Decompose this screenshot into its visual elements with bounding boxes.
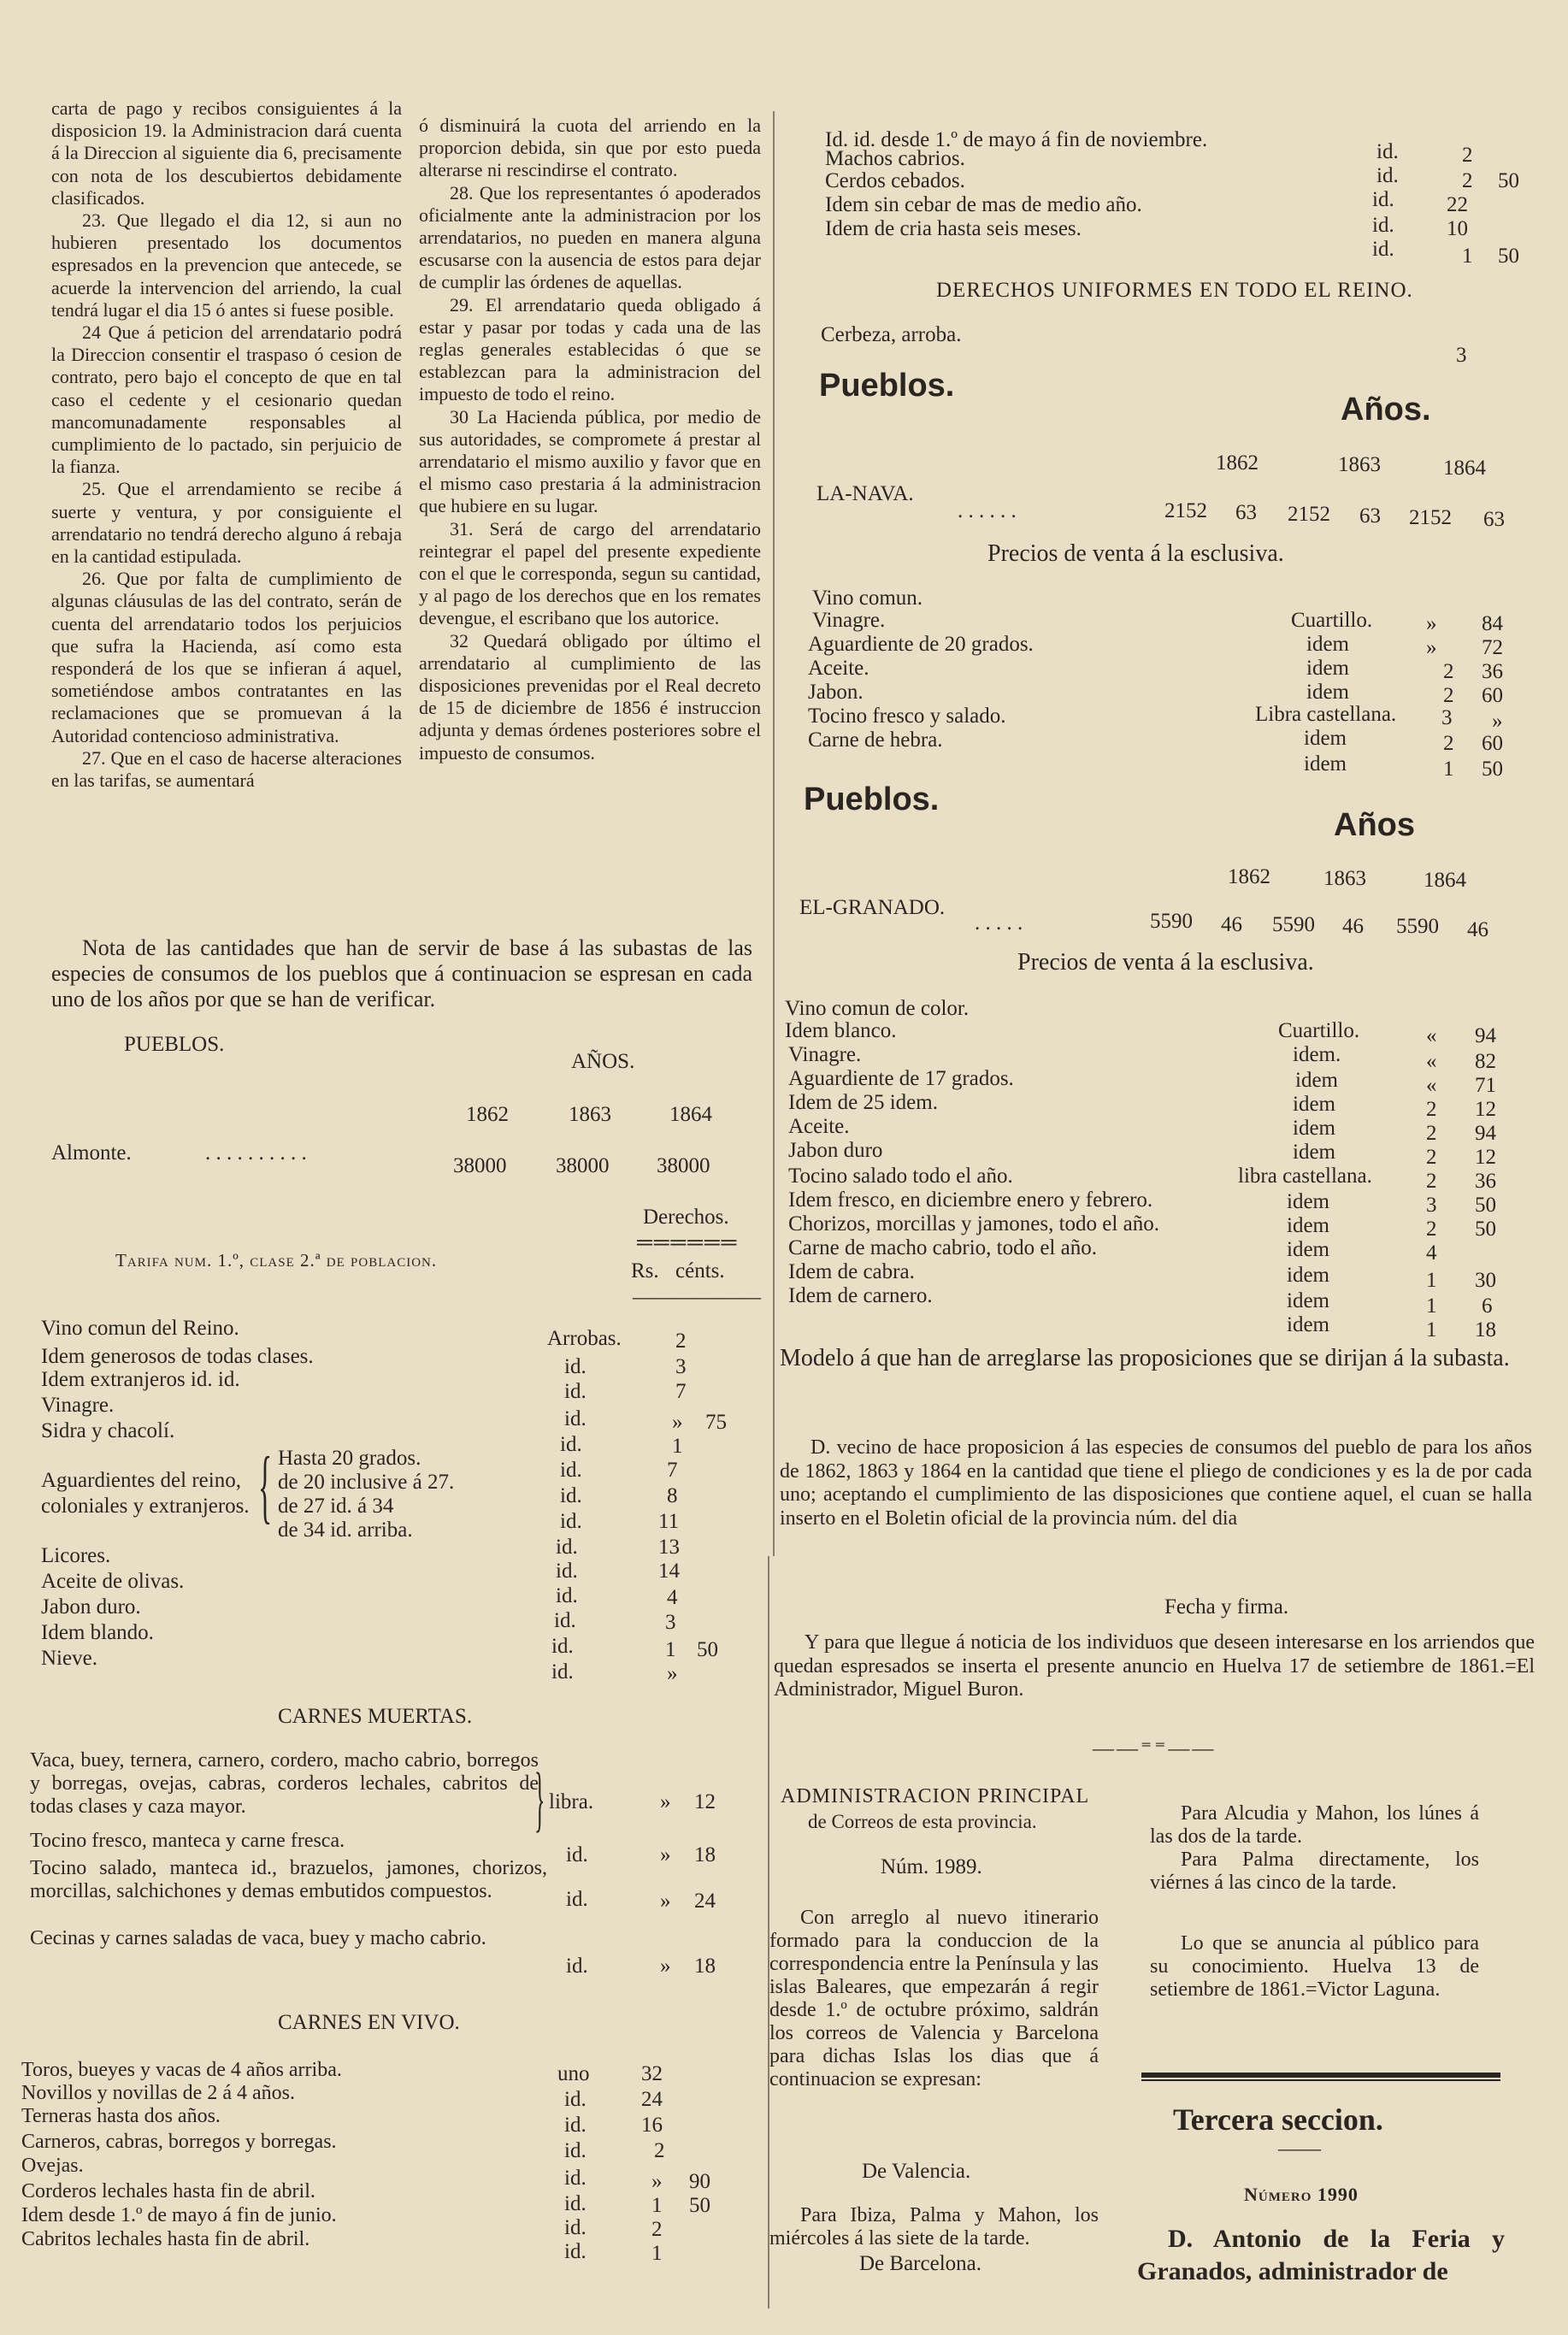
price-cents: 94 xyxy=(1475,1024,1496,1047)
price-unit: idem xyxy=(1287,1313,1329,1336)
short-rule: —— xyxy=(1278,2137,1321,2161)
price-rs: « xyxy=(1426,1050,1437,1073)
carnes-cents: 12 xyxy=(694,1790,716,1813)
tercera-title: Tercera seccion. xyxy=(1173,2102,1383,2137)
price-rs: 2 xyxy=(1426,1146,1437,1169)
price-rs: 3 xyxy=(1441,706,1453,729)
price-label: Jabon. xyxy=(808,681,864,704)
price-unit: idem xyxy=(1306,633,1349,656)
price-rs: 1 xyxy=(1426,1294,1437,1318)
c3-cents: 50 xyxy=(1498,245,1519,268)
price-label: Aguardiente de 17 grados. xyxy=(788,1067,1014,1090)
year: 1863 xyxy=(1338,453,1381,476)
c3-unit: id. xyxy=(1372,214,1394,237)
tarifa-unit: id. xyxy=(556,1536,578,1559)
dot-leader: . . . . . xyxy=(975,911,1023,935)
tarifa-rs: 3 xyxy=(675,1355,687,1378)
c3-rs: 2 xyxy=(1462,169,1473,192)
value-cents: 63 xyxy=(1359,504,1381,528)
price-cents: 71 xyxy=(1475,1074,1496,1097)
vivo-cents: 50 xyxy=(689,2194,710,2217)
carnes-row: Tocino salado, manteca id., brazuelos, jamones, chorizos, morcillas, salchichones y demas embutidos compuestos. xyxy=(30,1857,547,1902)
year: 1864 xyxy=(1443,457,1486,480)
price-unit: idem xyxy=(1287,1289,1329,1312)
price-unit: idem xyxy=(1287,1264,1329,1287)
vivo-unit: id. xyxy=(564,2167,587,2190)
value: 38000 xyxy=(453,1154,507,1177)
carnes-unit: libra. xyxy=(549,1790,594,1813)
price-unit: idem xyxy=(1287,1190,1329,1213)
carnes-unit: id. xyxy=(566,1843,588,1866)
price-cents: 18 xyxy=(1475,1318,1496,1341)
vivo-rs: 2 xyxy=(654,2139,665,2162)
price-label: Idem blanco. xyxy=(785,1019,897,1042)
value-cents: 46 xyxy=(1467,918,1488,941)
vivo-label: Cabritos lechales hasta fin de abril. xyxy=(21,2228,310,2250)
carnes-row: Cecinas y carnes saladas de vaca, buey y macho cabrio. xyxy=(30,1927,486,1949)
price-label: Carne de macho cabrio, todo el año. xyxy=(788,1236,1097,1259)
c3-unit: id. xyxy=(1376,164,1399,187)
price-unit: idem xyxy=(1306,657,1349,680)
price-cents: 50 xyxy=(1482,758,1503,781)
tarifa-label: Idem extranjeros id. id. xyxy=(41,1368,240,1391)
tarifa-unit: id. xyxy=(551,1635,574,1658)
c3-rs: 22 xyxy=(1447,193,1468,216)
year: 1862 xyxy=(1228,865,1270,888)
tarifa-label: Vinagre. xyxy=(41,1394,115,1417)
paragraph: 29. El arrendatario queda obligado á estar y pasar por todas y cada una de las reglas generales establecidas ó que se establezcan para la administracion del impuesto de todo el reino. xyxy=(419,293,761,405)
tarifa-title: Tarifa num. 1.º, clase 2.ª de poblacion. xyxy=(115,1250,438,1271)
price-unit: idem xyxy=(1287,1214,1329,1237)
de-barcelona: De Barcelona. xyxy=(859,2252,981,2275)
carnes-row: Vaca, buey, ternera, carnero, cordero, macho cabrio, borregos y borregas, ovejas, cabras, corderos lechales, cabritos de todas clases y caza mayor. xyxy=(30,1749,539,1818)
c3-label: Idem de cria hasta seis meses. xyxy=(825,217,1082,240)
value-cents: 63 xyxy=(1483,508,1505,531)
tarifa-label: Aceite de olivas. xyxy=(41,1570,185,1593)
price-label: Tocino fresco y salado. xyxy=(808,705,1006,728)
price-unit: Libra castellana. xyxy=(1255,703,1397,726)
tercera-number: Número 1990 xyxy=(1244,2184,1359,2205)
price-rs: 2 xyxy=(1426,1122,1437,1145)
tarifa-cents: 75 xyxy=(705,1411,727,1434)
price-unit: idem xyxy=(1306,681,1349,704)
price-cents: 94 xyxy=(1475,1122,1496,1145)
precios-title: Precios de venta á la esclusiva. xyxy=(987,540,1284,567)
price-unit: idem xyxy=(1293,1117,1335,1140)
paragraph: 28. Que los representantes ó apoderados oficialmente ante la administracion por los arrendatarios, no pueden en manera alguna escusarse con la ausencia de estos para dejar de cumplir las órdenes de aquellas. xyxy=(419,181,761,293)
aguard-label: coloniales y extranjeros. xyxy=(41,1495,250,1518)
tarifa-rs: 7 xyxy=(675,1380,687,1403)
year: 1862 xyxy=(1216,451,1259,475)
paragraph: ó disminuirá la cuota del arriendo en la proporcion debida, sin que por esto pueda alterarse ni rescindirse el contrato. xyxy=(419,115,761,181)
price-cents: 36 xyxy=(1475,1170,1496,1193)
town-name: EL-GRANADO. xyxy=(799,896,946,919)
modelo-body: D. vecino de hace proposicion á las especies de consumos del pueblo de para los años de 1862, 1863 y 1864 en la cantidad que tiene el pliego de condiciones y es la de por cada uno; aceptando el cumplimiento de las disposiciones que contiene aquel, el cuan se halla inserto en el Boletin oficial de la provincia núm. del dia xyxy=(780,1436,1532,1530)
carnes-rs: » xyxy=(660,1955,671,1978)
price-unit: idem xyxy=(1287,1238,1329,1261)
carnes-rs: » xyxy=(660,1843,671,1866)
column-1-text xyxy=(51,97,402,792)
tarifa-unit: id. xyxy=(560,1510,582,1533)
paragraph: 23. Que llegado el dia 12, si aun no hubieren presentado los documentos espresados en la prevencion que antecede, se acuerde la intervencion del arriendo, la cual tendrá lugar el dia 15 ó antes si fuese posible. xyxy=(51,209,402,321)
anuncio-text: Lo que se anuncia al público para su conocimiento. Huelva 13 de setiembre de 1861.=Victor Laguna. xyxy=(1150,1932,1479,2001)
price-label: Aceite. xyxy=(808,657,869,680)
price-label: Vino comun. xyxy=(812,587,923,610)
tarifa-unit: Arrobas. xyxy=(547,1327,622,1350)
tarifa-unit: id. xyxy=(564,1355,587,1378)
c3-cents: 50 xyxy=(1498,169,1519,192)
paragraph: 26. Que por falta de cumplimiento de algunas cláusulas de las del contrato, serán de cuenta del arrendatario todos los perjuicios que sufra la Hacienda, así como esta responderá de los que se infieran á aquel, sometiéndose ambos contratantes en las reclamaciones que se promuevan á la Autoridad contencioso administrativa. xyxy=(51,568,402,746)
vivo-label: Corderos lechales hasta fin de abril. xyxy=(21,2180,315,2202)
anos-header: Años xyxy=(1334,807,1415,843)
price-unit: Cuartillo. xyxy=(1291,609,1373,632)
c3-rs: 2 xyxy=(1462,144,1473,167)
price-cents: 12 xyxy=(1475,1146,1496,1169)
brace: } xyxy=(534,1757,545,1839)
aguard-sub: de 20 inclusive á 27. xyxy=(278,1471,455,1494)
value: 2152 xyxy=(1164,499,1207,522)
vivo-rs: 1 xyxy=(651,2194,663,2217)
heavy-rule xyxy=(1141,2073,1500,2078)
tarifa-rs: » xyxy=(667,1662,678,1685)
price-rs: 2 xyxy=(1426,1218,1437,1241)
vivo-label: Terneras hasta dos años. xyxy=(21,2105,221,2127)
tarifa-unit: id. xyxy=(564,1380,587,1403)
fecha-firma: Fecha y firma. xyxy=(1164,1595,1289,1619)
tarifa-rs: 7 xyxy=(667,1459,678,1482)
carnes-row: Tocino fresco, manteca y carne fresca. xyxy=(30,1830,345,1852)
carnes-cents: 18 xyxy=(694,1955,716,1978)
aguard-sub: Hasta 20 grados. xyxy=(278,1447,421,1470)
vivo-label: Idem desde 1.º de mayo á fin de junio. xyxy=(21,2204,337,2226)
price-rs: 2 xyxy=(1443,660,1454,683)
tarifa-label: Idem generosos de todas clases. xyxy=(41,1345,314,1368)
anos-header: Años. xyxy=(1341,392,1431,427)
correos-title: ADMINISTRACION PRINCIPAL xyxy=(781,1785,1090,1807)
tarifa-unit: id. xyxy=(556,1560,578,1583)
carnes-unit: id. xyxy=(566,1888,588,1911)
price-rs: 2 xyxy=(1443,732,1454,755)
rs-header: Rs. xyxy=(631,1259,659,1282)
tarifa-rs: 14 xyxy=(658,1560,680,1583)
carnes-cents: 18 xyxy=(694,1843,716,1866)
carnes-rs: » xyxy=(660,1790,671,1813)
paragraph: 32 Quedará obligado por último el arrendatario al cumplimiento de las disposiciones prevenidas por el Real decreto de 15 de diciembre de 1856 é instruccion adjunta y demas órdenes posteriores sobre el impuesto de consumos. xyxy=(419,629,761,764)
price-rs: 1 xyxy=(1443,758,1454,781)
vivo-rs: 16 xyxy=(641,2114,663,2137)
vivo-unit: uno xyxy=(557,2062,590,2085)
c3-unit: id. xyxy=(1376,140,1399,163)
tarifa-label: Jabon duro. xyxy=(41,1595,141,1619)
brace: { xyxy=(258,1440,273,1531)
vivo-rs: 2 xyxy=(651,2218,663,2241)
tarifa-label: Idem blando. xyxy=(41,1621,154,1644)
paragraph: carta de pago y recibos consiguientes á la disposicion 19. la Administracion dará cuenta á la Direccion al siguiente dia 6, precisamente con nota de los descubiertos debidamente clasificados. xyxy=(51,97,402,209)
vivo-unit: id. xyxy=(564,2216,587,2239)
value: 2152 xyxy=(1409,506,1452,529)
aguard-label: Aguardientes del reino, xyxy=(41,1469,241,1492)
value-cents: 46 xyxy=(1221,913,1242,936)
price-unit: idem xyxy=(1304,727,1347,750)
price-label: Idem de cabra. xyxy=(788,1260,915,1283)
modelo-final: Y para que llegue á noticia de los individuos que deseen interesarse en los arriendos que quedan espresados se inserta el presente anuncio en Huelva 17 de setiembre de 1861.=El Administrador, Miguel Buron. xyxy=(774,1631,1535,1701)
price-unit: idem xyxy=(1295,1069,1338,1092)
price-label: Tocino salado todo el año. xyxy=(788,1165,1013,1188)
tarifa-rs: 1 xyxy=(672,1435,683,1458)
price-unit: idem xyxy=(1304,752,1347,775)
c3-label: Id. id. desde 1.º de mayo á fin de noviembre. xyxy=(825,128,1208,151)
aguard-sub: de 27 id. á 34 xyxy=(278,1495,394,1518)
pueblos-header: PUEBLOS. xyxy=(124,1033,225,1056)
paragraph: 27. Que en el caso de hacerse alteraciones en las tarifas, se aumentará xyxy=(51,746,402,792)
price-label: Vinagre. xyxy=(788,1043,862,1066)
modelo-title: Modelo á que han de arreglarse las proposiciones que se dirijan á la subasta. xyxy=(780,1345,1510,1371)
price-rs: 4 xyxy=(1426,1241,1437,1265)
tercera-name: D. Antonio de la Feria y Granados, administrador de xyxy=(1137,2225,1505,2285)
value-cents: 46 xyxy=(1342,915,1364,938)
price-label: Carne de hebra. xyxy=(808,728,943,752)
double-rule: ══════ xyxy=(637,1231,739,1254)
vivo-unit: id. xyxy=(564,2240,587,2263)
price-rs: 1 xyxy=(1426,1269,1437,1292)
price-unit: idem xyxy=(1293,1093,1335,1116)
price-cents: 50 xyxy=(1475,1218,1496,1241)
tarifa-rs: 4 xyxy=(667,1586,678,1609)
c3-label: Cerdos cebados. xyxy=(825,169,965,192)
thin-rule xyxy=(1141,2079,1500,2081)
tarifa-unit: id. xyxy=(560,1433,582,1456)
pueblos-header: Pueblos. xyxy=(804,781,940,817)
price-rs: « xyxy=(1426,1074,1437,1097)
price-cents: 82 xyxy=(1475,1050,1496,1073)
ibiza-text: Para Ibiza, Palma y Mahon, los miércoles á las siete de la tarde. xyxy=(769,2204,1099,2250)
tarifa-unit: id. xyxy=(560,1459,582,1482)
tarifa-label: Sidra y chacolí. xyxy=(41,1419,175,1442)
price-unit: libra castellana. xyxy=(1238,1165,1372,1188)
price-label: Idem de carnero. xyxy=(788,1284,933,1307)
uniformes-title: DERECHOS UNIFORMES EN TODO EL REINO. xyxy=(936,279,1413,302)
paragraph: 30 La Hacienda pública, por medio de sus autoridades, se compromete á prestar al arrendatario el mismo auxilio y favor que en el mismo caso prestaria á la administracion que hubiere en su lugar. xyxy=(419,405,761,517)
vivo-rs: 32 xyxy=(641,2062,663,2085)
vivo-rs: » xyxy=(651,2170,663,2193)
vivo-rs: 1 xyxy=(651,2242,663,2265)
aguard-sub: de 34 id. arriba. xyxy=(278,1518,413,1542)
vivo-cents: 90 xyxy=(689,2170,710,2193)
value-cents: 63 xyxy=(1235,501,1257,524)
paragraph: 24 Que á peticion del arrendatario podrá la Direccion consentir el traspaso ó cesion de contrato, pero bajo el concepto de que en tal caso el cedente y el cesionario quedan mancomunadamente responsables al cumplimiento de lo pactado, sin perjuicio de la fianza. xyxy=(51,321,402,478)
vivo-label: Toros, bueyes y vacas de 4 años arriba. xyxy=(21,2059,342,2081)
paragraph: 25. Que el arrendamiento se recibe á suerte y ventura, y por consiguiente el arrendatario no tendrá derecho alguno á rebaja en la cantidad estipulada. xyxy=(51,478,402,568)
correos-body: Con arreglo al nuevo itinerario formado para la conduccion de la correspondencia entre la Península y las islas Baleares, que empezarán á regir desde 1.º de octubre próximo, saldrán los correos de Valencia y Barcelona para dichas Islas los dias que á continuacion se expresan: xyxy=(769,1907,1099,2090)
price-cents: 30 xyxy=(1475,1269,1496,1292)
price-rs: » xyxy=(1426,636,1437,659)
price-rs: 3 xyxy=(1426,1194,1437,1217)
price-rs: 2 xyxy=(1426,1170,1437,1193)
town-name: LA-NAVA. xyxy=(816,482,914,505)
c3-label: Machos cabrios. xyxy=(825,147,965,170)
year: 1864 xyxy=(1424,869,1466,892)
year-1862: 1862 xyxy=(466,1103,509,1126)
correos-number: Núm. 1989. xyxy=(881,1855,982,1878)
de-valencia: De Valencia. xyxy=(862,2160,971,2183)
price-cents: 72 xyxy=(1482,636,1503,659)
price-cents: 12 xyxy=(1475,1098,1496,1121)
tarifa-rs: 11 xyxy=(658,1510,680,1533)
column-rule xyxy=(773,111,775,1556)
tarifa-unit: id. xyxy=(560,1484,582,1507)
vivo-label: Ovejas. xyxy=(21,2155,84,2177)
uniformes-label: Cerbeza, arroba. xyxy=(821,323,962,346)
tarifa-unit: id. xyxy=(556,1584,578,1607)
price-rs: 2 xyxy=(1443,684,1454,707)
price-label: Idem de 25 idem. xyxy=(788,1091,938,1114)
vivo-unit: id. xyxy=(564,2139,587,2162)
paragraph: 31. Será de cargo del arrendatario reintegrar el papel del presente expediente con el que le corresponda, segun su cantidad, y al pago de los derechos que en los remates devengue, el escribano que los autorice. xyxy=(419,517,761,629)
price-cents: 60 xyxy=(1482,732,1503,755)
uniformes-value: 3 xyxy=(1456,344,1467,367)
c3-unit: id. xyxy=(1372,188,1394,211)
year-1864: 1864 xyxy=(669,1103,712,1126)
alcudia-text: Para Alcudia y Mahon, los lúnes á las dos de la tarde. Para Palma directamente, los viérnes á las cinco de la tarde. xyxy=(1150,1802,1479,1894)
price-rs: 2 xyxy=(1426,1098,1437,1121)
pueblos-header: Pueblos. xyxy=(819,368,955,404)
value: 2152 xyxy=(1288,503,1330,526)
correos-subtitle: de Correos de esta provincia. xyxy=(808,1811,1037,1832)
tarifa-rs: » xyxy=(672,1411,683,1434)
value: 5590 xyxy=(1150,910,1193,933)
column-2-text xyxy=(419,115,761,764)
c3-rs: 10 xyxy=(1447,217,1468,240)
carnes-unit: id. xyxy=(566,1955,588,1978)
cents-header: cénts. xyxy=(675,1259,725,1282)
price-label: Vino comun de color. xyxy=(785,997,970,1020)
vivo-rs: 24 xyxy=(641,2088,663,2111)
tarifa-label: Licores. xyxy=(41,1544,111,1567)
anos-header: AÑOS. xyxy=(571,1050,635,1073)
year: 1863 xyxy=(1323,867,1366,890)
price-cents: 50 xyxy=(1475,1194,1496,1217)
price-unit: idem. xyxy=(1293,1043,1341,1066)
precios-title: Precios de venta á la esclusiva. xyxy=(1017,949,1314,976)
price-label: Vinagre. xyxy=(812,609,886,632)
price-cents: 84 xyxy=(1482,612,1503,635)
price-rs: « xyxy=(1426,1024,1437,1047)
value: 5590 xyxy=(1272,913,1315,936)
price-cents: 36 xyxy=(1482,660,1503,683)
tarifa-rs: 13 xyxy=(658,1536,680,1559)
vivo-label: Carneros, cabras, borregos y borregas. xyxy=(21,2131,337,2153)
vivo-label: Novillos y novillas de 2 á 4 años. xyxy=(21,2082,295,2104)
vivo-unit: id. xyxy=(564,2192,587,2215)
year-1863: 1863 xyxy=(569,1103,611,1126)
price-unit: idem xyxy=(1293,1141,1335,1164)
price-cents: 60 xyxy=(1482,684,1503,707)
dot-leader: . . . . . . xyxy=(958,499,1017,522)
price-label: Aguardiente de 20 grados. xyxy=(808,633,1034,656)
price-cents: » xyxy=(1492,710,1503,733)
tarifa-rs: 8 xyxy=(667,1484,678,1507)
price-label: Idem fresco, en diciembre enero y febrero. xyxy=(788,1188,1153,1212)
rule: —————— xyxy=(633,1286,761,1309)
ornament-rule: ——⁼⁼—— xyxy=(1093,1737,1217,1760)
nota-text: Nota de las cantidades que han de servir de base á las subastas de las especies de consumos de los pueblos que á continuacion se espresan en cada uno de los años por que se han de verificar. xyxy=(51,935,752,1011)
dot-leader: . . . . . . . . . . xyxy=(205,1141,307,1165)
derechos-header: Derechos. xyxy=(643,1206,729,1229)
tarifa-rs: 2 xyxy=(675,1330,687,1353)
price-unit: Cuartillo. xyxy=(1278,1019,1360,1042)
carnes-cents: 24 xyxy=(694,1890,716,1913)
tarifa-rs: 3 xyxy=(665,1611,676,1634)
value: 5590 xyxy=(1396,915,1439,938)
tarifa-cents: 50 xyxy=(697,1638,718,1661)
price-rs: 1 xyxy=(1426,1318,1437,1341)
c3-unit: id. xyxy=(1372,238,1394,261)
price-cents: 6 xyxy=(1482,1294,1493,1318)
tarifa-label: Vino comun del Reino. xyxy=(41,1317,239,1340)
town-name: Almonte. xyxy=(51,1141,132,1165)
tarifa-rs: 1 xyxy=(665,1638,676,1661)
c3-label: Idem sin cebar de mas de medio año. xyxy=(825,193,1142,216)
c3-rs: 1 xyxy=(1462,245,1473,268)
vivo-unit: id. xyxy=(564,2114,587,2137)
tarifa-unit: id. xyxy=(554,1609,576,1632)
tarifa-unit: id. xyxy=(564,1407,587,1430)
price-label: Aceite. xyxy=(788,1115,850,1138)
vivo-unit: id. xyxy=(564,2088,587,2111)
price-label: Jabon duro xyxy=(788,1139,883,1162)
tarifa-unit: id. xyxy=(551,1660,574,1683)
tarifa-label: Nieve. xyxy=(41,1647,97,1670)
price-label: Chorizos, morcillas y jamones, todo el año. xyxy=(788,1212,1159,1235)
price-rs: » xyxy=(1426,612,1437,635)
value: 38000 xyxy=(556,1154,610,1177)
section-title: CARNES MUERTAS. xyxy=(278,1705,473,1728)
carnes-rs: » xyxy=(660,1890,671,1913)
section-title: CARNES EN VIVO. xyxy=(278,2011,460,2034)
value: 38000 xyxy=(657,1154,710,1177)
